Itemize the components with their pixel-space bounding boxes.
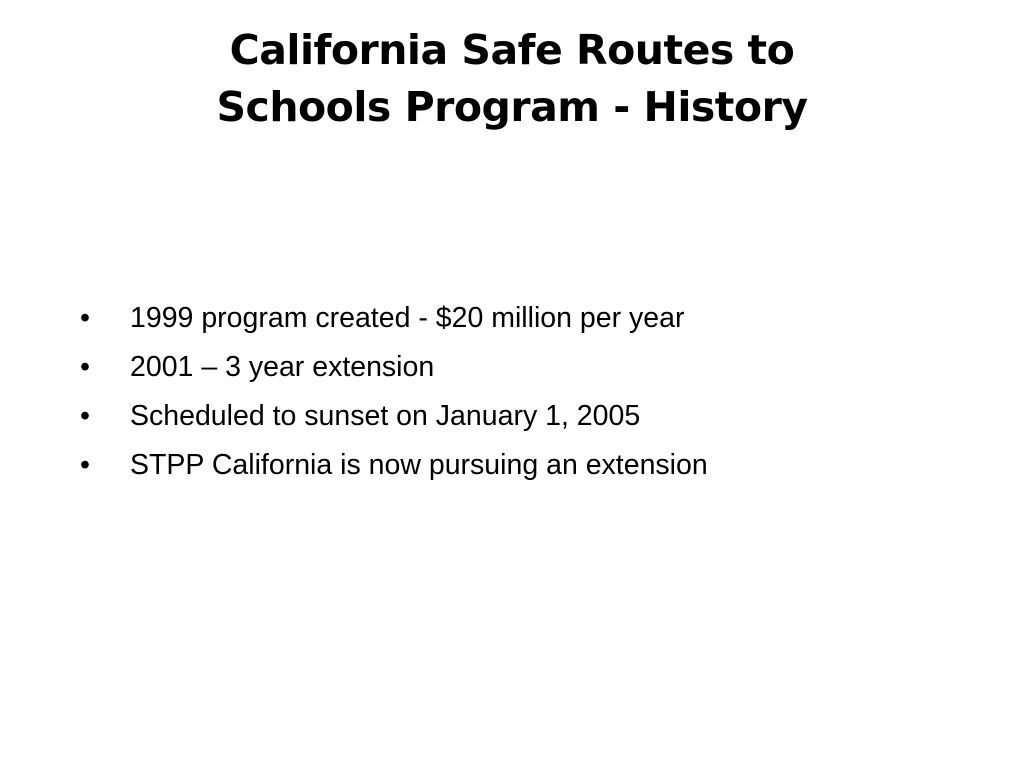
- title-line-2: Schools Program - History: [216, 83, 808, 131]
- bullet-item: [78, 441, 978, 490]
- bullet-text: 2001 – 3 year extension: [130, 351, 435, 383]
- title-line-1: California Safe Routes to: [229, 26, 795, 74]
- bullet-icon: •: [80, 400, 90, 432]
- bullet-text: Scheduled to sunset on January 1, 2005: [130, 400, 641, 432]
- bullet-icon: •: [80, 351, 90, 383]
- slide-title: [60, 22, 964, 136]
- bullet-icon: •: [80, 302, 90, 334]
- bullet-item: [78, 392, 978, 441]
- bullet-icon: •: [80, 449, 90, 481]
- bullet-text: 1999 program created - $20 million per year: [130, 302, 685, 334]
- bullet-text: STPP California is now pursuing an extension: [130, 449, 708, 481]
- bullet-list: [78, 294, 978, 490]
- bullet-item: [78, 343, 978, 392]
- bullet-item: [78, 294, 978, 343]
